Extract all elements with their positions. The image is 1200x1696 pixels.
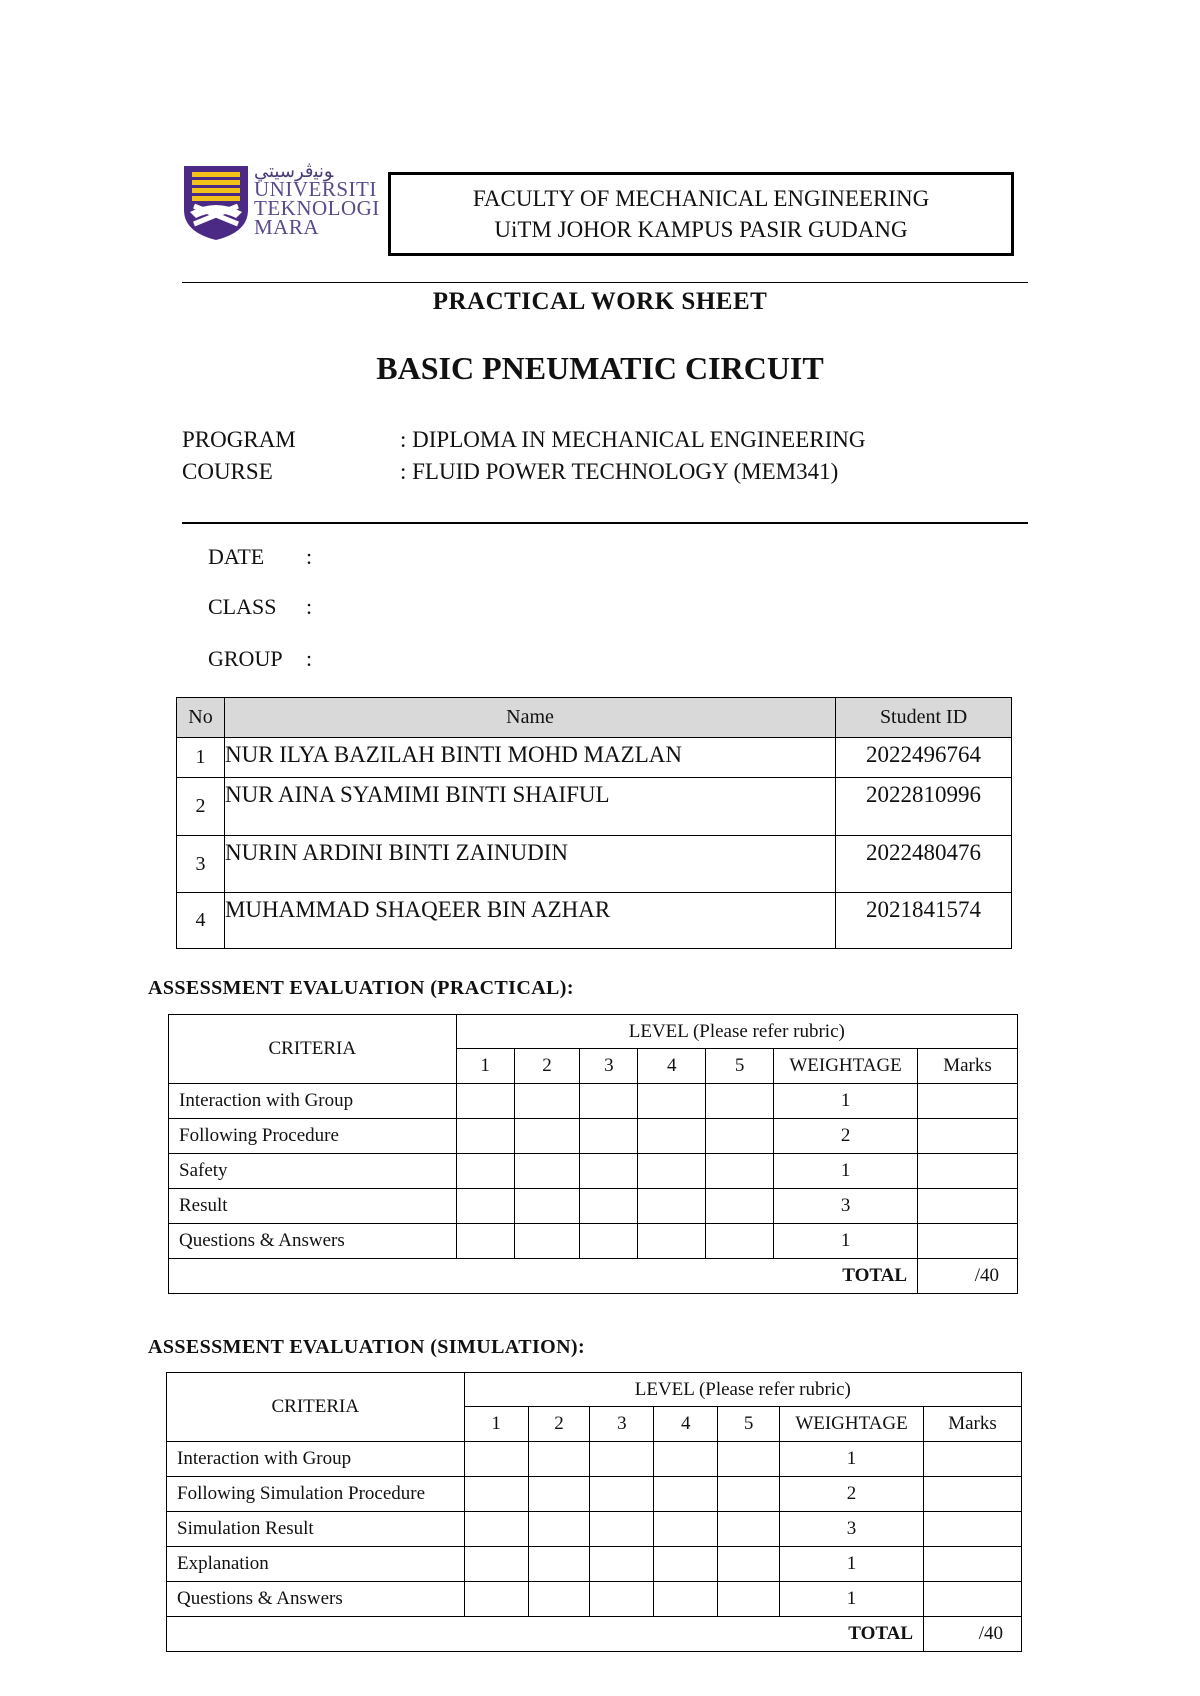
- weightage-cell: 2: [774, 1119, 918, 1154]
- weightage-cell: 3: [774, 1189, 918, 1224]
- member-no: 2: [177, 778, 225, 836]
- practical-total-row: [169, 1259, 1018, 1294]
- practical-assessment-table: [168, 1014, 1018, 1294]
- logo-line-1: UNIVERSITI: [254, 177, 377, 201]
- weightage-header: WEIGHTAGE: [774, 1049, 918, 1084]
- program-value: : DIPLOMA IN MECHANICAL ENGINEERING: [400, 427, 866, 452]
- member-name: NUR ILYA BAZILAH BINTI MOHD MAZLAN: [224, 738, 835, 778]
- marks-header: Marks: [918, 1049, 1018, 1084]
- marks-cell: [924, 1547, 1022, 1582]
- criteria-cell: Questions & Answers: [169, 1224, 457, 1259]
- sheet-type: PRACTICAL WORK SHEET: [432, 288, 768, 315]
- members-header-row: [177, 698, 1012, 738]
- total-label: TOTAL: [169, 1259, 918, 1294]
- header-name: Name: [224, 698, 835, 738]
- member-no: 3: [177, 836, 225, 893]
- course-label: COURSE: [182, 459, 273, 484]
- level-3: 3: [590, 1407, 654, 1442]
- simulation-assessment-table: [166, 1372, 1022, 1652]
- faculty-box: [388, 172, 1014, 256]
- criteria-cell: Interaction with Group: [169, 1084, 457, 1119]
- simulation-heading: ASSESSMENT EVALUATION (SIMULATION):: [148, 1336, 586, 1358]
- criteria-cell: Following Procedure: [169, 1119, 457, 1154]
- member-student-id: 2022480476: [836, 836, 1012, 893]
- program-label: PROGRAM: [182, 427, 296, 452]
- course-value: : FLUID POWER TECHNOLOGY (MEM341): [400, 459, 839, 484]
- level-header: LEVEL (Please refer rubric): [464, 1373, 1021, 1407]
- group-label: GROUP: [208, 646, 283, 671]
- simulation-header-row: [167, 1373, 1022, 1407]
- level-2: 2: [514, 1049, 580, 1084]
- logo-line-3: MARA: [254, 215, 320, 239]
- weightage-cell: 1: [774, 1224, 918, 1259]
- table-row: [177, 738, 1012, 778]
- group-colon: :: [306, 646, 313, 671]
- criteria-cell: Interaction with Group: [167, 1442, 465, 1477]
- table-row: [169, 1119, 1018, 1154]
- member-name: NURIN ARDINI BINTI ZAINUDIN: [224, 836, 835, 893]
- level-3: 3: [580, 1049, 638, 1084]
- simulation-total-row: [167, 1617, 1022, 1652]
- marks-cell: [918, 1189, 1018, 1224]
- weightage-cell: 1: [780, 1547, 924, 1582]
- weightage-cell: 3: [780, 1512, 924, 1547]
- criteria-header: CRITERIA: [169, 1015, 457, 1084]
- faculty-name: FACULTY OF MECHANICAL ENGINEERING: [472, 186, 930, 211]
- criteria-cell: Explanation: [167, 1547, 465, 1582]
- logo-jawi-text: ﻮﻧﻴﭬﺮﺳﻴﺘﻲ: [254, 161, 334, 181]
- info-divider: [182, 522, 1028, 524]
- marks-cell: [918, 1084, 1018, 1119]
- table-row: [167, 1547, 1022, 1582]
- table-row: [167, 1582, 1022, 1617]
- weightage-cell: 1: [780, 1582, 924, 1617]
- practical-heading: ASSESSMENT EVALUATION (PRACTICAL):: [148, 977, 574, 999]
- marks-header: Marks: [924, 1407, 1022, 1442]
- header-no: No: [177, 698, 225, 738]
- member-no: 1: [177, 738, 225, 778]
- table-row: [169, 1084, 1018, 1119]
- criteria-cell: Result: [169, 1189, 457, 1224]
- level-4: 4: [654, 1407, 718, 1442]
- table-row: [169, 1224, 1018, 1259]
- marks-cell: [924, 1477, 1022, 1512]
- criteria-cell: Simulation Result: [167, 1512, 465, 1547]
- table-row: [169, 1189, 1018, 1224]
- table-row: [177, 836, 1012, 893]
- member-name: MUHAMMAD SHAQEER BIN AZHAR: [224, 893, 835, 949]
- total-value: /40: [924, 1617, 1022, 1652]
- level-5: 5: [718, 1407, 780, 1442]
- table-row: [167, 1512, 1022, 1547]
- date-colon: :: [306, 544, 313, 569]
- criteria-header: CRITERIA: [167, 1373, 465, 1442]
- total-label: TOTAL: [167, 1617, 924, 1652]
- campus-name: UiTM JOHOR KAMPUS PASIR GUDANG: [494, 217, 908, 242]
- marks-cell: [918, 1224, 1018, 1259]
- uitm-logo: [178, 161, 380, 242]
- page-title: BASIC PNEUMATIC CIRCUIT: [376, 350, 824, 386]
- weightage-cell: 1: [774, 1084, 918, 1119]
- table-row: [177, 893, 1012, 949]
- marks-cell: [924, 1582, 1022, 1617]
- criteria-cell: Safety: [169, 1154, 457, 1189]
- table-row: [169, 1154, 1018, 1189]
- level-4: 4: [638, 1049, 706, 1084]
- logo-line-2: TEKNOLOGI: [254, 196, 380, 220]
- class-label: CLASS: [208, 594, 277, 619]
- class-colon: :: [306, 594, 313, 619]
- practical-header-row: [169, 1015, 1018, 1049]
- level-1: 1: [464, 1407, 528, 1442]
- weightage-cell: 1: [774, 1154, 918, 1189]
- total-value: /40: [918, 1259, 1018, 1294]
- marks-cell: [924, 1442, 1022, 1477]
- marks-cell: [918, 1119, 1018, 1154]
- uitm-crest-icon: [178, 162, 254, 242]
- criteria-cell: Questions & Answers: [167, 1582, 465, 1617]
- weightage-cell: 1: [780, 1442, 924, 1477]
- member-name: NUR AINA SYAMIMI BINTI SHAIFUL: [224, 778, 835, 836]
- header-divider: [182, 282, 1028, 283]
- level-2: 2: [528, 1407, 590, 1442]
- member-student-id: 2022496764: [836, 738, 1012, 778]
- criteria-cell: Following Simulation Procedure: [167, 1477, 465, 1512]
- marks-cell: [924, 1512, 1022, 1547]
- date-label: DATE: [208, 544, 265, 569]
- member-student-id: 2022810996: [836, 778, 1012, 836]
- level-header: LEVEL (Please refer rubric): [456, 1015, 1017, 1049]
- table-row: [167, 1477, 1022, 1512]
- table-row: [167, 1442, 1022, 1477]
- header-student-id: Student ID: [836, 698, 1012, 738]
- weightage-cell: 2: [780, 1477, 924, 1512]
- member-no: 4: [177, 893, 225, 949]
- weightage-header: WEIGHTAGE: [780, 1407, 924, 1442]
- level-5: 5: [706, 1049, 774, 1084]
- level-1: 1: [456, 1049, 514, 1084]
- marks-cell: [918, 1154, 1018, 1189]
- members-table: [176, 697, 1012, 949]
- table-row: [177, 778, 1012, 836]
- member-student-id: 2021841574: [836, 893, 1012, 949]
